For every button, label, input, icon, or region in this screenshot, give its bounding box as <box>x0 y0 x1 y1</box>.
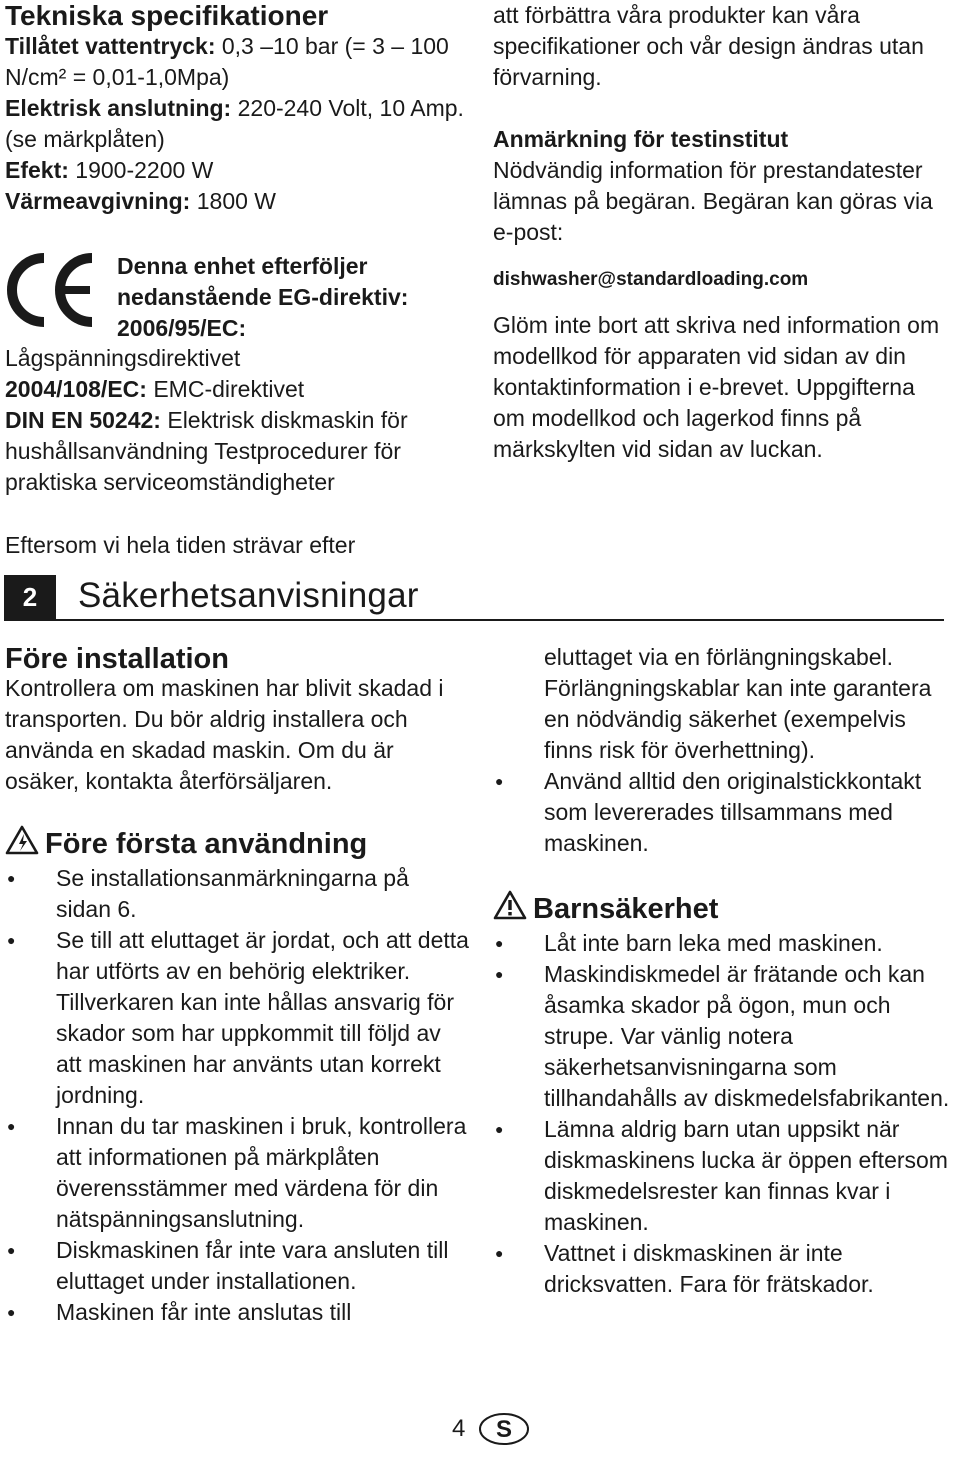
ce-intro <box>117 251 417 344</box>
forsta-anvandning-list-cont <box>493 766 960 859</box>
list-item: ● Lämna aldrig barn utan uppsikt när diskmaskinens lucka är öppen eftersom diskmedelsrester kan finnas kvar i maskinen. <box>493 1114 960 1238</box>
page-number: 4 <box>452 1415 466 1442</box>
fore-installation-body: Kontrollera om maskinen har blivit skadad i transporten. Du bör aldrig installera och använda en skadad maskin. Om du är osäker, kontakta återförsäljaren. <box>5 675 444 794</box>
ce-directive-2-text: EMC-direktivet <box>146 376 305 402</box>
forsta-anvandning-continuation: eluttaget via en förlängningskabel. Förlängningskablar kan inte garantera en nödvändig säkerhet (exempelvis finns risk för överhettning). <box>544 644 932 763</box>
continuation-start-text: Eftersom vi hela tiden strävar efter <box>5 532 356 558</box>
spec-line-pressure <box>5 31 465 93</box>
fore-installation-title: Före installation <box>5 643 229 675</box>
spec-line-heat <box>5 186 465 217</box>
spec-value: 0,3 –10 bar (= 3 – 100 N/cm² = 0,01-1,0Mpa) <box>5 33 449 90</box>
forsta-anvandning-heading <box>5 825 470 863</box>
list-item: ● Maskindiskmedel är frätande och kan åsamka skador på ögon, mun och strupe. Var vänlig notera säkerhetsanvisningarna som tillhandahålls av diskmedelsfabrikanten. <box>493 959 960 1114</box>
warning-triangle-icon <box>5 825 39 863</box>
continuation-end-text: att förbättra våra produkter kan våra specifikationer och vår design ändras utan förvarning. <box>493 2 924 90</box>
forsta-anvandning-title: Före första användning <box>45 828 368 860</box>
right-top-column <box>493 0 948 465</box>
spec-value: 220-240 Volt, 10 Amp. (se märkplåten) <box>5 95 464 152</box>
ce-directive-1-text: Lågspänningsdirektivet <box>5 345 241 371</box>
spec-value: 1800 W <box>190 188 276 214</box>
warning-triangle-icon <box>493 890 527 928</box>
list-item: ● Maskinen får inte anslutas till <box>5 1297 470 1328</box>
specs-title: Tekniska specifikationer <box>5 0 329 31</box>
list-item: ● Använd alltid den originalstickkontakt som levererades tillsammans med maskinen. <box>493 766 960 859</box>
ce-directive-2 <box>5 374 465 405</box>
ce-intro-text: Denna enhet efterföljer nedanstående EG-direktiv: <box>117 253 409 310</box>
ce-directive-3-text: Elektrisk diskmaskin för hushållsanvändning Testprocedurer för praktiska serviceomständigheter <box>5 407 408 495</box>
list-item: ● Se installationsanmärkningarna på sidan 6. <box>5 863 470 925</box>
spec-line-power <box>5 155 465 186</box>
language-badge <box>478 1412 530 1446</box>
spec-value: 1900-2200 W <box>68 157 214 183</box>
barnsakerhet-title: Barnsäkerhet <box>533 893 719 925</box>
ce-mark-icon <box>6 252 98 328</box>
ce-directive-3 <box>5 405 465 498</box>
ce-directive-3-code: DIN EN 50242: <box>5 407 161 433</box>
section-divider <box>4 619 944 621</box>
testinstitut-title: Anmärkning för testinstitut <box>493 126 789 152</box>
ce-directive-1-code: 2006/95/EC: <box>117 315 247 341</box>
specs-block <box>5 0 465 217</box>
testinstitut-email[interactable]: dishwasher@standardloading.com <box>493 269 809 290</box>
testinstitut-body: Nödvändig information för prestandatester lämnas på begäran. Begäran kan göras via e-post: <box>493 157 933 245</box>
left-bottom-column <box>5 642 470 1328</box>
spec-line-electric <box>5 93 465 155</box>
ce-directives <box>5 343 465 498</box>
section-number: 2 <box>4 575 56 619</box>
spec-label: Tillåtet vattentryck: <box>5 33 216 59</box>
list-item: ● Se till att eluttaget är jordat, och att detta har utförts av en behörig elektriker. Tillverkaren kan inte hållas ansvarig för skador som har uppkommit till följd av att maskinen har använts utan korrekt jordning. <box>5 925 470 1111</box>
continuation-start <box>5 530 465 561</box>
ce-directive-2-code: 2004/108/EC: <box>5 376 147 402</box>
list-item: ● Låt inte barn leka med maskinen. <box>493 928 960 959</box>
right-bottom-column <box>493 642 960 1300</box>
spec-label: Elektrisk anslutning: <box>5 95 232 121</box>
language-code: S <box>495 1416 513 1443</box>
testinstitut-body-2: Glöm inte bort att skriva ned information om modellkod för apparaten vid sidan av din kontaktinformation i e-brevet. Uppgifterna om modellkod och lagerkod finns på märkskylten vid sidan av luckan. <box>493 312 940 462</box>
barnsakerhet-heading <box>493 890 960 928</box>
forsta-anvandning-list <box>5 863 470 1328</box>
spec-label: Efekt: <box>5 157 69 183</box>
spec-label: Värmeavgivning: <box>5 188 191 214</box>
list-item: ● Diskmaskinen får inte vara ansluten till eluttaget under installationen. <box>5 1235 470 1297</box>
barnsakerhet-list <box>493 928 960 1300</box>
list-item: ● Innan du tar maskinen i bruk, kontrollera att informationen på märkplåten överensstämmer med värdena för din nätspänningsanslutning. <box>5 1111 470 1235</box>
list-item: ● Vattnet i diskmaskinen är inte dricksvatten. Fara för frätskador. <box>493 1238 960 1300</box>
section-title: Säkerhetsanvisningar <box>78 576 419 615</box>
